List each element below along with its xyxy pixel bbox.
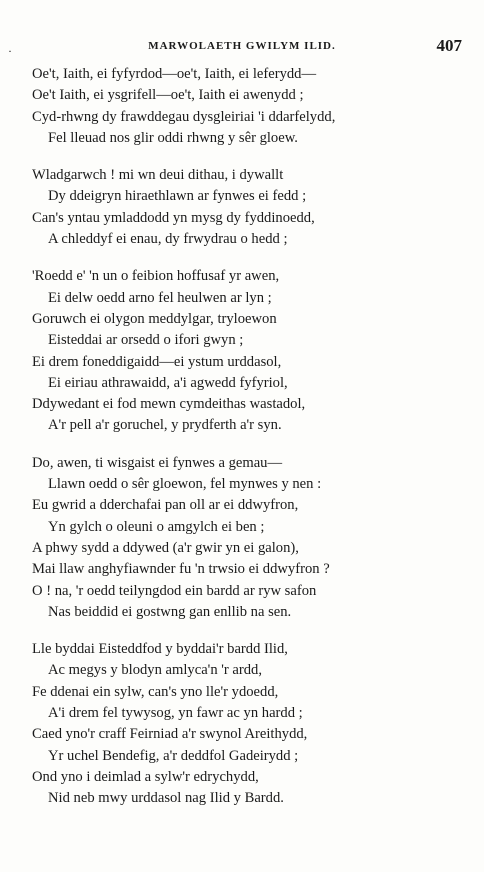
poem-line: A'i drem fel tywysog, yn fawr ac yn hardd ; xyxy=(48,705,303,722)
poem-line: Ei delw oedd arno fel heulwen ar lyn ; xyxy=(48,289,272,306)
page-number: 407 xyxy=(436,36,462,55)
poem-line: Fe ddenai ein sylw, can's yno lle'r ydoedd, xyxy=(32,683,279,700)
stanza xyxy=(32,639,472,809)
poem-line: A'r pell a'r goruchel, y prydferth a'r syn. xyxy=(48,417,282,434)
poem-line: Fel lleuad nos glir oddi rhwng y sêr gloew. xyxy=(48,129,298,146)
stanza xyxy=(32,64,472,149)
stanza xyxy=(32,453,472,623)
margin-dot: · xyxy=(8,44,12,58)
poem-line: Yn gylch o oleuni o amgylch ei ben ; xyxy=(48,518,265,535)
poem-line: Nid neb mwy urddasol nag Ilid y Bardd. xyxy=(48,790,284,807)
poem-line: A chleddyf ei enau, dy frwydrau o hedd ; xyxy=(48,231,288,248)
stanza xyxy=(32,165,472,250)
poem-line: Oe't Iaith, ei ysgrifell—oe't, Iaith ei awenydd ; xyxy=(32,87,304,104)
poem-line: Ddywedant ei fod mewn cymdeithas wastadol, xyxy=(32,396,306,413)
poem-line: Do, awen, ti wisgaist ei fynwes a gemau— xyxy=(32,454,283,471)
poem-line: Cyd-rhwng dy frawddegau dysgleiriai 'i ddarfelydd, xyxy=(32,108,336,125)
poem-line: 'Roedd e' 'n un o feibion hoffusaf yr awen, xyxy=(32,268,280,285)
poem-line: Ei eiriau athrawaidd, a'i agwedd fyfyriol, xyxy=(48,374,288,391)
poem-line: Dy ddeigryn hiraethlawn ar fynwes ei fedd ; xyxy=(48,188,307,205)
poem-line: Nas beiddid ei gostwng gan enllib na sen. xyxy=(48,603,292,620)
poem-line: Ac megys y blodyn amlyca'n 'r ardd, xyxy=(48,662,262,679)
poem-line: Oe't, Iaith, ei fyfyrdod—oe't, Iaith, ei leferydd— xyxy=(32,66,317,82)
poem-line: Ond yno i deimlad a sylw'r edrychydd, xyxy=(32,768,259,785)
poem-line: Lle byddai Eisteddfod y byddai'r bardd Ilid, xyxy=(32,641,288,658)
poem-line: Llawn oedd o sêr gloewon, fel mynwes y nen : xyxy=(48,476,322,493)
poem-line: Yr uchel Bendefig, a'r deddfol Gadeirydd ; xyxy=(48,747,299,764)
poem-line: Eu gwrid a dderchafai pan oll ar ei ddwyfron, xyxy=(32,497,299,514)
poem-body xyxy=(32,64,472,826)
poem-line: Eisteddai ar orsedd o ifori gwyn ; xyxy=(48,332,244,349)
poem-line: Caed yno'r craff Feirniad a'r swynol Areithydd, xyxy=(32,726,308,743)
poem-line: Wladgarwch ! mi wn deui dithau, i dywallt xyxy=(32,167,284,184)
poem-line: O ! na, 'r oedd teilyngdod ein bardd ar ryw safon xyxy=(32,582,317,599)
running-title: MARWOLAETH GWILYM ILID. xyxy=(148,40,336,52)
poem-line: Goruwch ei olygon meddylgar, tryloewon xyxy=(32,310,277,327)
poem-line: A phwy sydd a ddywed (a'r gwir yn ei galon), xyxy=(32,539,299,556)
poem-line: Mai llaw anghyfiawnder fu 'n trwsio ei ddwyfron ? xyxy=(32,561,330,578)
poem-line: Can's yntau ymladdodd yn mysg dy fyddinoedd, xyxy=(32,209,315,226)
stanza xyxy=(32,266,472,436)
poem-line: Ei drem foneddigaidd—ei ystum urddasol, xyxy=(32,353,282,370)
